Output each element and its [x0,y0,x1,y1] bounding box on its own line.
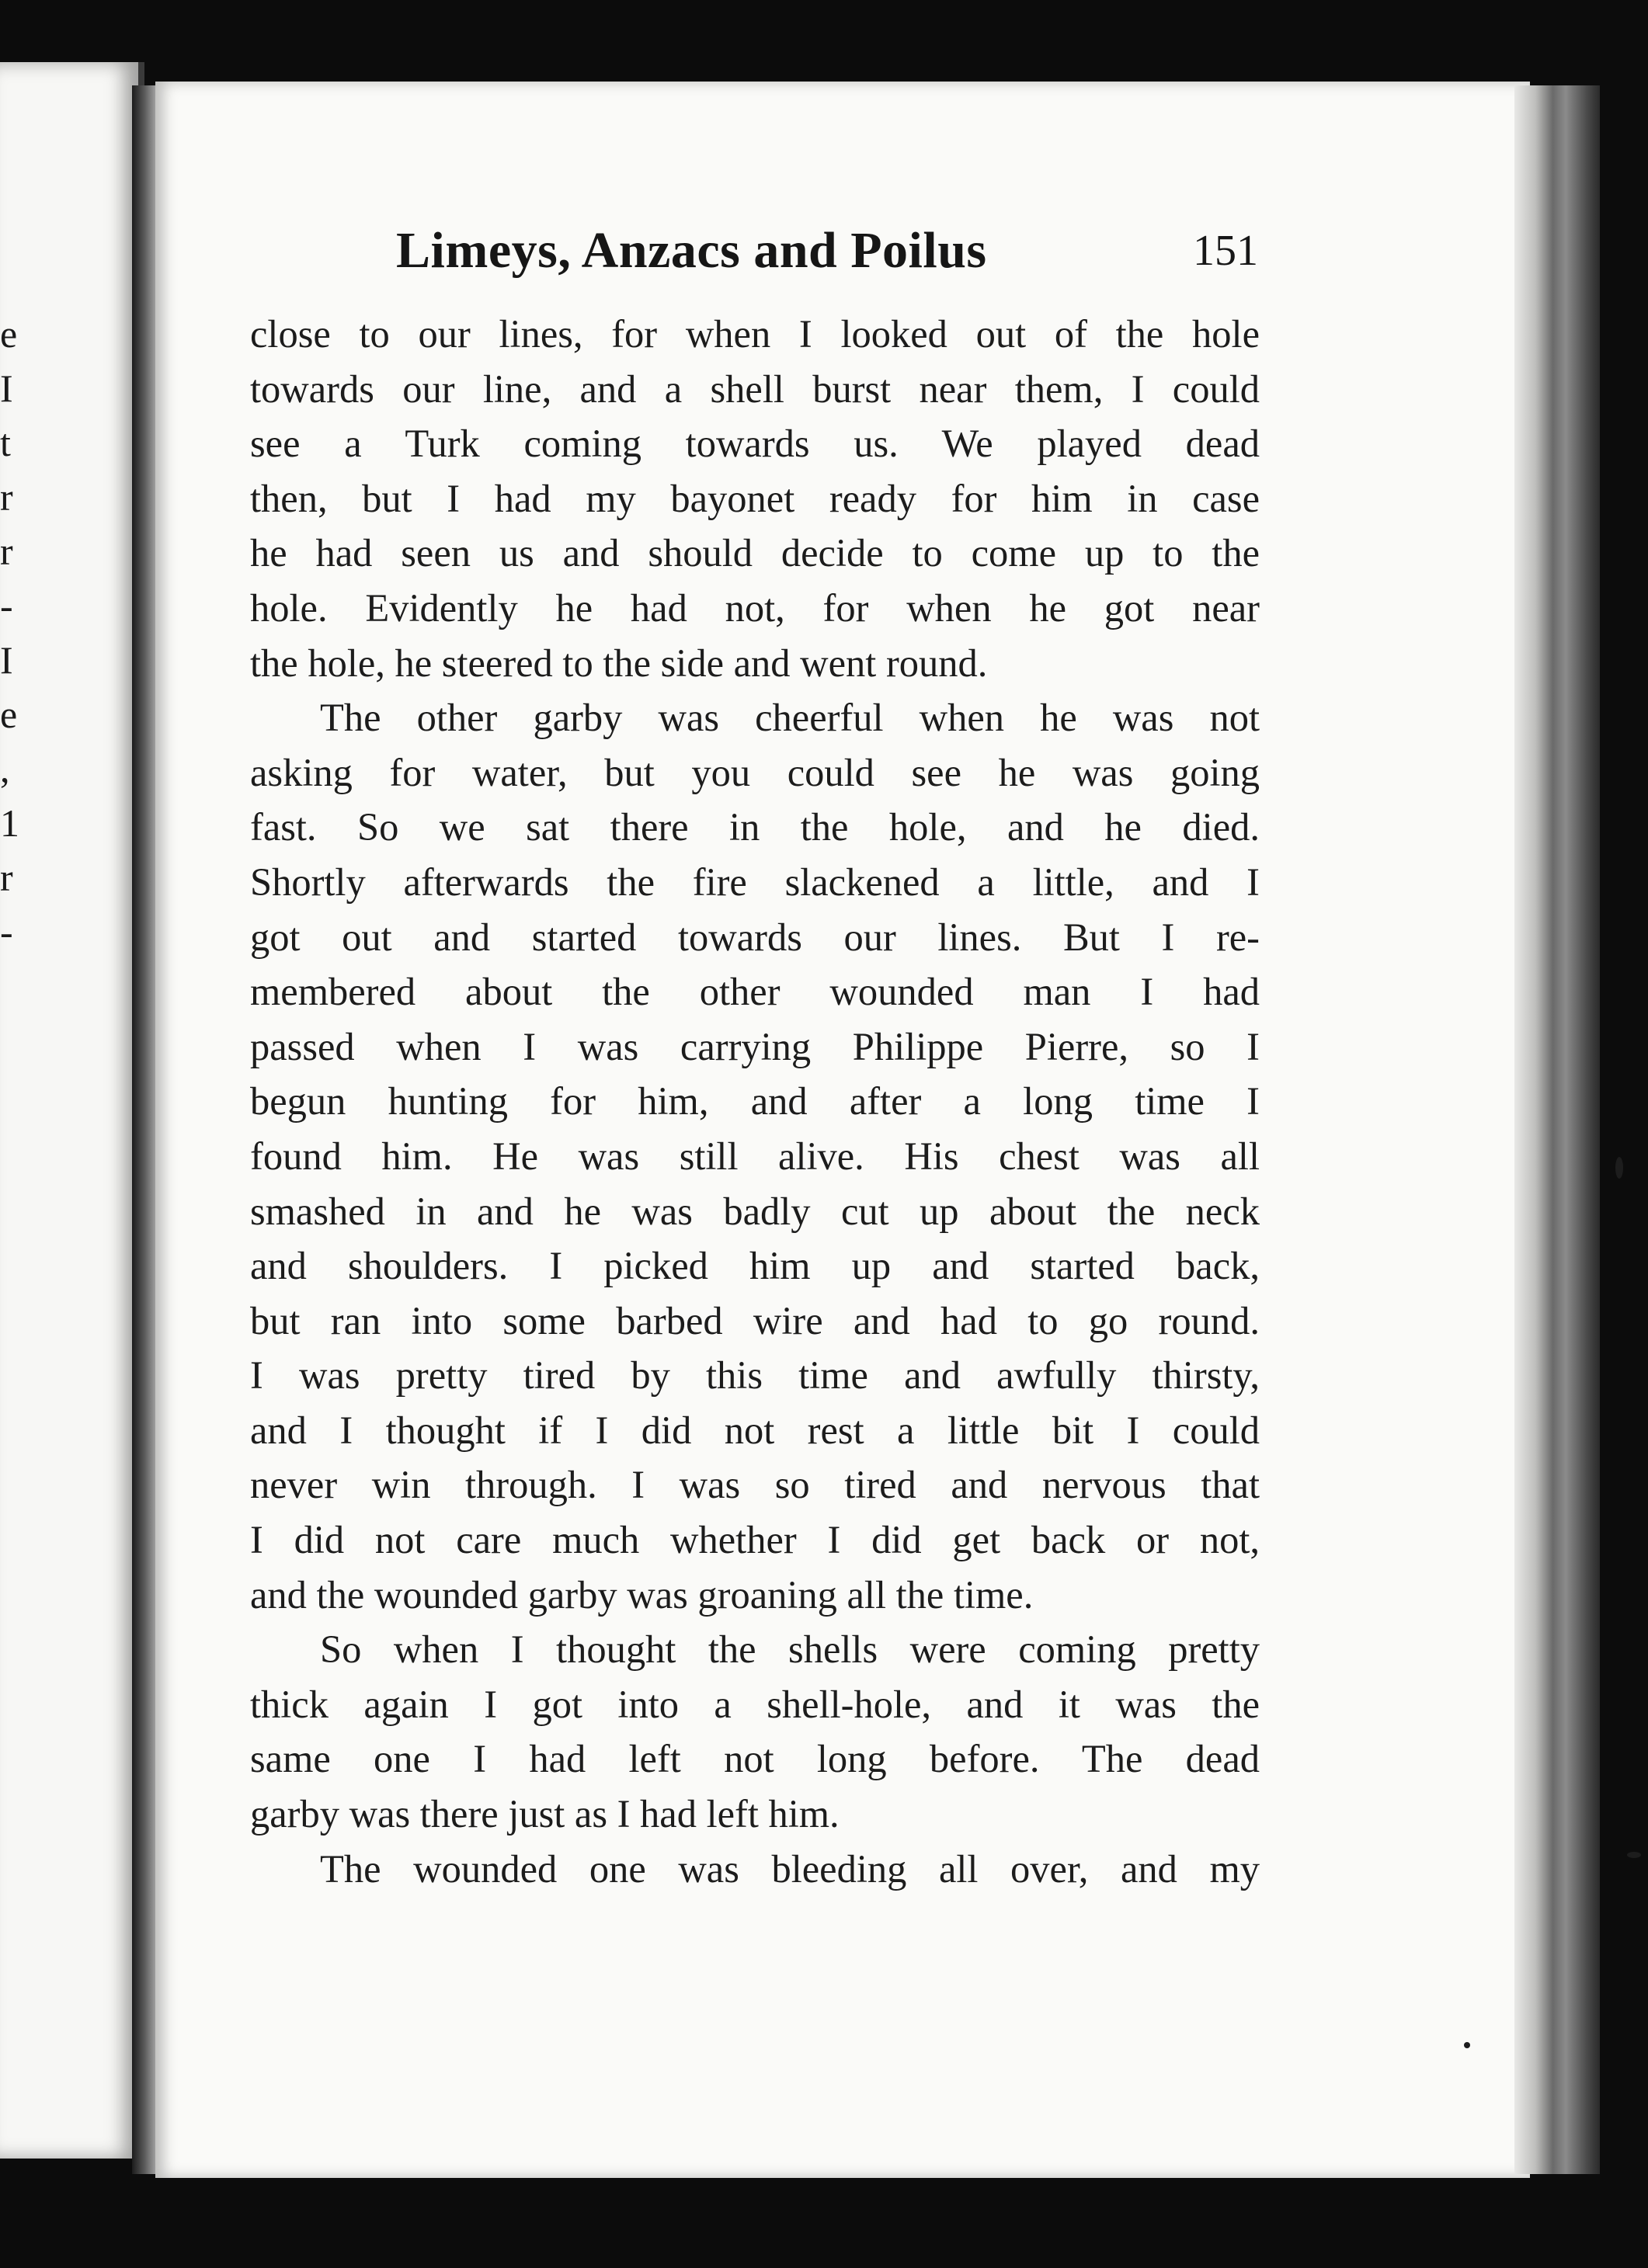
text-line: found him. He was still alive. His chest was all [250,1134,1260,1178]
text-line: never win through. I was so tired and nervous that [250,1463,1260,1507]
text-line: I did not care much whether I did get back or not, [250,1518,1260,1562]
text-line: and the wounded garby was groaning all the time. [250,1572,1034,1617]
left-page-fragment: - [0,584,13,627]
text-line: towards our line, and a shell burst near them, I could [250,366,1260,411]
left-page-fragment: r [0,530,13,573]
text-line: he had seen us and should decide to come up to the [250,531,1260,575]
text-line: and I thought if I did not rest a little bit I could [250,1408,1260,1452]
text-line: fast. So we sat there in the hole, and he died. [250,805,1260,849]
page-stack-edge [1514,85,1600,2174]
text-line: asking for water, but you could see he was going [250,750,1260,794]
text-line: see a Turk coming towards us. We played dead [250,422,1260,466]
text-line: hole. Evidently he had not, for when he got near [250,585,1260,630]
text-line: The wounded one was bleeding all over, and my [320,1846,1260,1891]
text-line: got out and started towards our lines. But I re- [250,915,1260,959]
text-line: same one I had left not long before. The dead [250,1737,1260,1781]
text-line: the hole, he steered to the side and went round. [250,641,988,685]
text-line: The other garby was cheerful when he was not [320,696,1260,740]
text-line: garby was there just as I had left him. [250,1792,840,1836]
running-head [396,221,1258,283]
text-line: So when I thought the shells were coming pretty [320,1627,1260,1672]
text-line: and shoulders. I picked him up and started back, [250,1244,1260,1288]
left-page-fragment: r [0,475,13,519]
text-line: smashed in and he was badly cut up about the neck [250,1189,1260,1233]
left-page-fragment: t [0,421,11,464]
left-page-fragment: r [0,856,13,899]
dust-speck [1464,2042,1470,2048]
left-facing-page-edge [0,62,144,2159]
body-text [250,307,1260,1896]
text-line: passed when I was carrying Philippe Pierre, so I [250,1024,1260,1068]
text-line: Shortly afterwards the fire slackened a little, and I [250,860,1260,904]
left-page-fragment: e [0,693,18,736]
left-page-fragment: I [0,366,13,410]
left-page-fragment: - [0,910,13,953]
text-line: I was pretty tired by this time and awfully thirsty, [250,1353,1260,1398]
left-page-fragment: , [0,747,10,790]
text-line: begun hunting for him, and after a long time I [250,1079,1260,1124]
left-page-fragment: I [0,638,13,682]
text-line: but ran into some barbed wire and had to go round. [250,1298,1260,1342]
text-line: close to our lines, for when I looked out of the hole [250,312,1260,356]
dust-speck [1627,1852,1641,1858]
text-line: membered about the other wounded man I had [250,970,1260,1014]
left-page-fragment: e [0,312,18,356]
dust-speck [1615,1157,1623,1179]
page-number: 151 [1193,227,1258,275]
running-title: Limeys, Anzacs and Poilus [396,222,987,279]
text-line: then, but I had my bayonet ready for him in case [250,476,1260,520]
text-line: thick again I got into a shell-hole, and it was the [250,1682,1260,1726]
left-page-fragment: 1 [0,801,19,845]
